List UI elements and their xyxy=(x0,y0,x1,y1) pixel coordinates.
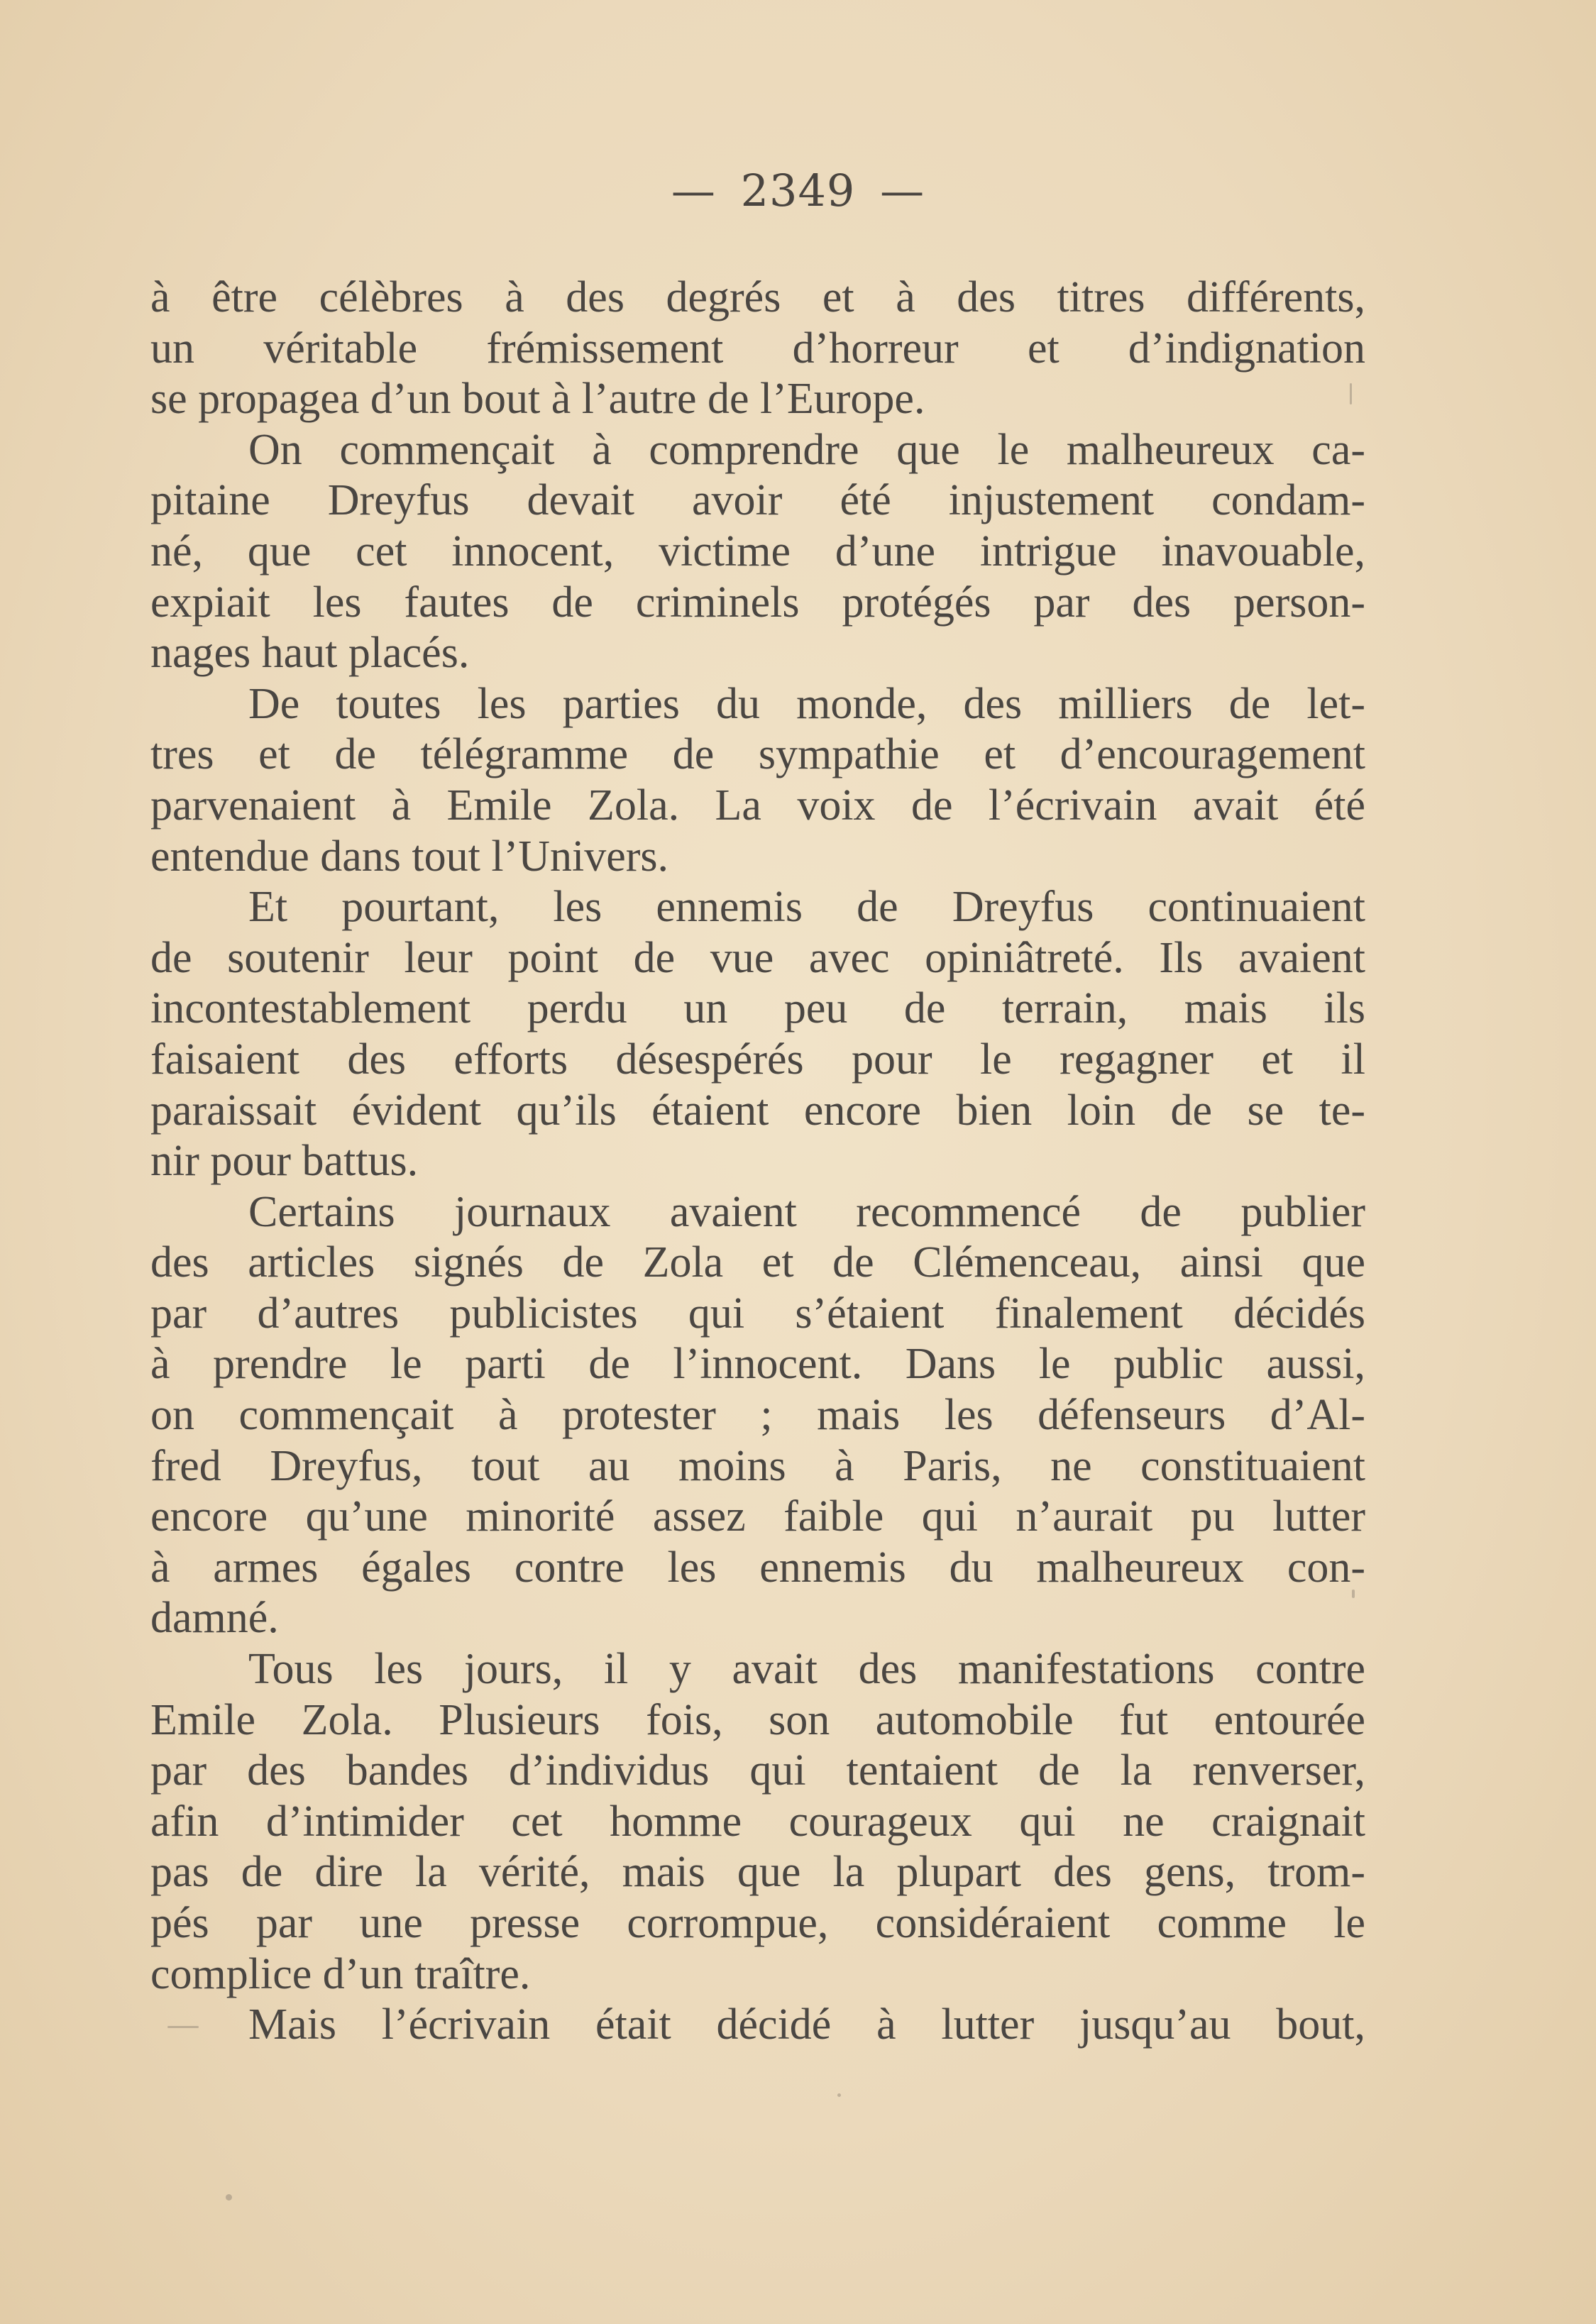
text-line: on commençait à protester ; mais les défenseurs d’Al- xyxy=(150,1391,1365,1440)
text-line: Emile Zola. Plusieurs fois, son automobile fut entourée xyxy=(150,1695,1365,1744)
text-line: pitaine Dreyfus devait avoir été injustement condam- xyxy=(150,476,1365,525)
text-line: Mais l’écrivain était décidé à lutter jusqu’au bout, xyxy=(248,2000,1365,2049)
page-number: 2349 xyxy=(740,165,856,216)
text-line: expiait les fautes de criminels protégés par des person- xyxy=(150,578,1365,627)
text-line: nages haut placés. xyxy=(150,629,470,678)
text-line: parvenaient à Emile Zola. La voix de l’écrivain avait été xyxy=(150,781,1365,830)
paper-speck xyxy=(1352,1590,1355,1598)
text-line: pés par une presse corrompue, considéraient comme le xyxy=(150,1899,1365,1947)
paper-speck xyxy=(226,2194,232,2201)
text-line: complice d’un traître. xyxy=(150,1949,531,1998)
paper-speck xyxy=(167,2026,199,2028)
page-header xyxy=(0,165,1596,216)
text-line: encore qu’une minorité assez faible qui n’aurait pu lutter xyxy=(150,1492,1365,1541)
text-line: nir pour battus. xyxy=(150,1137,419,1186)
text-line: par d’autres publicistes qui s’étaient finalement décidés xyxy=(150,1289,1365,1338)
header-suffix: — xyxy=(880,165,925,216)
text-line: fred Dreyfus, tout au moins à Paris, ne constituaient xyxy=(150,1441,1365,1490)
text-line: né, que cet innocent, victime d’une intrigue inavouable, xyxy=(150,527,1365,576)
text-line: entendue dans tout l’Univers. xyxy=(150,832,669,881)
text-line: des articles signés de Zola et de Clémenceau, ainsi que xyxy=(150,1238,1365,1287)
text-line: faisaient des efforts désespérés pour le regagner et il xyxy=(150,1035,1365,1084)
text-line: Certains journaux avaient recommencé de publier xyxy=(248,1187,1365,1236)
text-line: paraissait évident qu’ils étaient encore bien loin de se te- xyxy=(150,1086,1365,1135)
text-line: On commençait à comprendre que le malheureux ca- xyxy=(248,425,1365,474)
paper-speck xyxy=(1350,383,1352,404)
text-line: de soutenir leur point de vue avec opiniâtreté. Ils avaient xyxy=(150,933,1365,982)
text-line: afin d’intimider cet homme courageux qui ne craignait xyxy=(150,1797,1365,1846)
text-line: un véritable frémissement d’horreur et d’indignation xyxy=(150,324,1365,373)
text-line: pas de dire la vérité, mais que la plupart des gens, trom- xyxy=(150,1848,1365,1897)
text-line: tres et de télégramme de sympathie et d’encouragement xyxy=(150,730,1365,779)
text-line: à être célèbres à des degrés et à des titres différents, xyxy=(150,273,1365,321)
text-line: Et pourtant, les ennemis de Dreyfus continuaient xyxy=(248,883,1365,932)
text-line: par des bandes d’individus qui tentaient de la renverser, xyxy=(150,1746,1365,1795)
text-line: De toutes les parties du monde, des milliers de let- xyxy=(248,679,1365,728)
text-line: damné. xyxy=(150,1594,279,1643)
text-line: à prendre le parti de l’innocent. Dans le public aussi, xyxy=(150,1340,1365,1389)
header-prefix: — xyxy=(671,165,716,216)
text-line: Tous les jours, il y avait des manifestations contre xyxy=(248,1645,1365,1694)
text-line: se propagea d’un bout à l’autre de l’Europe. xyxy=(150,375,925,424)
paper-speck xyxy=(837,2093,841,2097)
text-line: à armes égales contre les ennemis du malheureux con- xyxy=(150,1543,1365,1592)
text-line: incontestablement perdu un peu de terrain, mais ils xyxy=(150,984,1365,1033)
body-text xyxy=(150,272,1365,2051)
